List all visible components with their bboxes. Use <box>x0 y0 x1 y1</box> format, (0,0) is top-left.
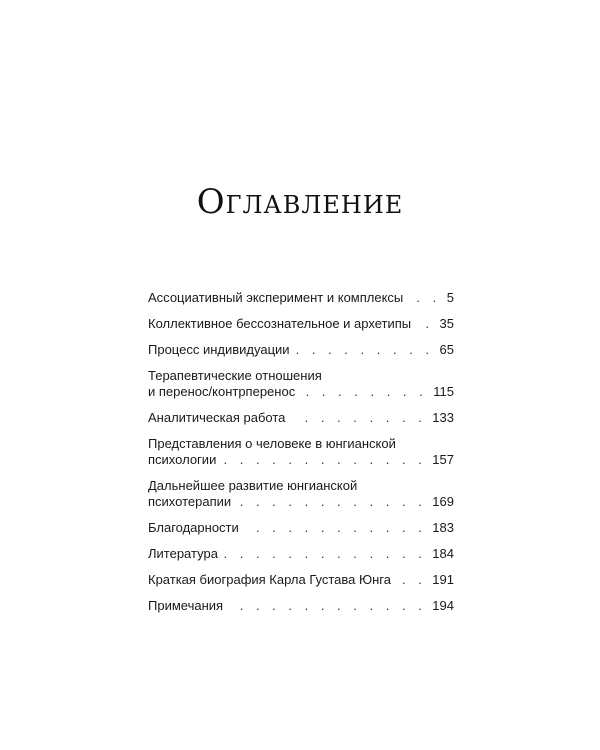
table-of-contents <box>148 290 454 624</box>
toc-entry-title: Коллективное бессознательное и архетипы <box>148 316 412 331</box>
toc-entry-page: 157 <box>432 452 454 467</box>
toc-entry-page: 184 <box>432 546 454 561</box>
dot-leader <box>409 290 441 306</box>
toc-entry-title: Благодарности <box>148 520 239 535</box>
toc-entry-title-first-line: Терапевтические отношения <box>148 368 322 383</box>
toc-entry-page: 194 <box>432 598 454 613</box>
dot-leader <box>222 452 426 468</box>
toc-entry-page: 191 <box>432 572 454 587</box>
page-title: Оглавление <box>196 182 404 222</box>
toc-entry[interactable] <box>148 436 454 468</box>
toc-entry[interactable] <box>148 316 454 332</box>
toc-entry-title: Литература <box>148 546 218 561</box>
dot-leader <box>229 598 426 614</box>
toc-entry[interactable] <box>148 572 454 588</box>
toc-entry[interactable] <box>148 520 454 536</box>
toc-entry[interactable] <box>148 410 454 426</box>
toc-entry-title: и перенос/контрперенос <box>148 384 296 399</box>
toc-entry-title: психотерапии <box>148 494 232 509</box>
dot-leader <box>397 572 426 588</box>
toc-entry[interactable] <box>148 368 454 400</box>
dot-leader <box>291 410 426 426</box>
toc-entry-title: Примечания <box>148 598 224 613</box>
toc-entry-title: Процесс индивидуации <box>148 342 290 357</box>
toc-entry[interactable] <box>148 478 454 510</box>
dot-leader <box>417 316 433 332</box>
toc-entry-title-first-line: Дальнейшее развитие юнгианской <box>148 478 358 493</box>
dot-leader <box>237 494 426 510</box>
toc-entry-page: 133 <box>432 410 454 425</box>
toc-entry-page: 35 <box>439 316 454 331</box>
toc-entry-title: Краткая биография Карла Густава Юнга <box>148 572 391 587</box>
toc-entry[interactable] <box>148 546 454 562</box>
dot-leader <box>245 520 427 536</box>
toc-entry-page: 169 <box>432 494 454 509</box>
toc-entry[interactable] <box>148 290 454 306</box>
toc-entry-page: 65 <box>439 342 454 357</box>
toc-entry-title: психологии <box>148 452 217 467</box>
toc-entry-title-first-line: Представления о человеке в юнгианской <box>148 436 396 451</box>
toc-entry[interactable] <box>148 342 454 358</box>
dot-leader <box>301 384 427 400</box>
toc-entry-page: 5 <box>446 290 454 305</box>
toc-entry-title: Аналитическая работа <box>148 410 286 425</box>
dot-leader <box>224 546 426 562</box>
toc-entry-page: 115 <box>433 384 454 399</box>
toc-entry[interactable] <box>148 598 454 614</box>
toc-entry-page: 183 <box>432 520 454 535</box>
toc-entry-title: Ассоциативный эксперимент и комплексы <box>148 290 404 305</box>
dot-leader <box>296 342 434 358</box>
